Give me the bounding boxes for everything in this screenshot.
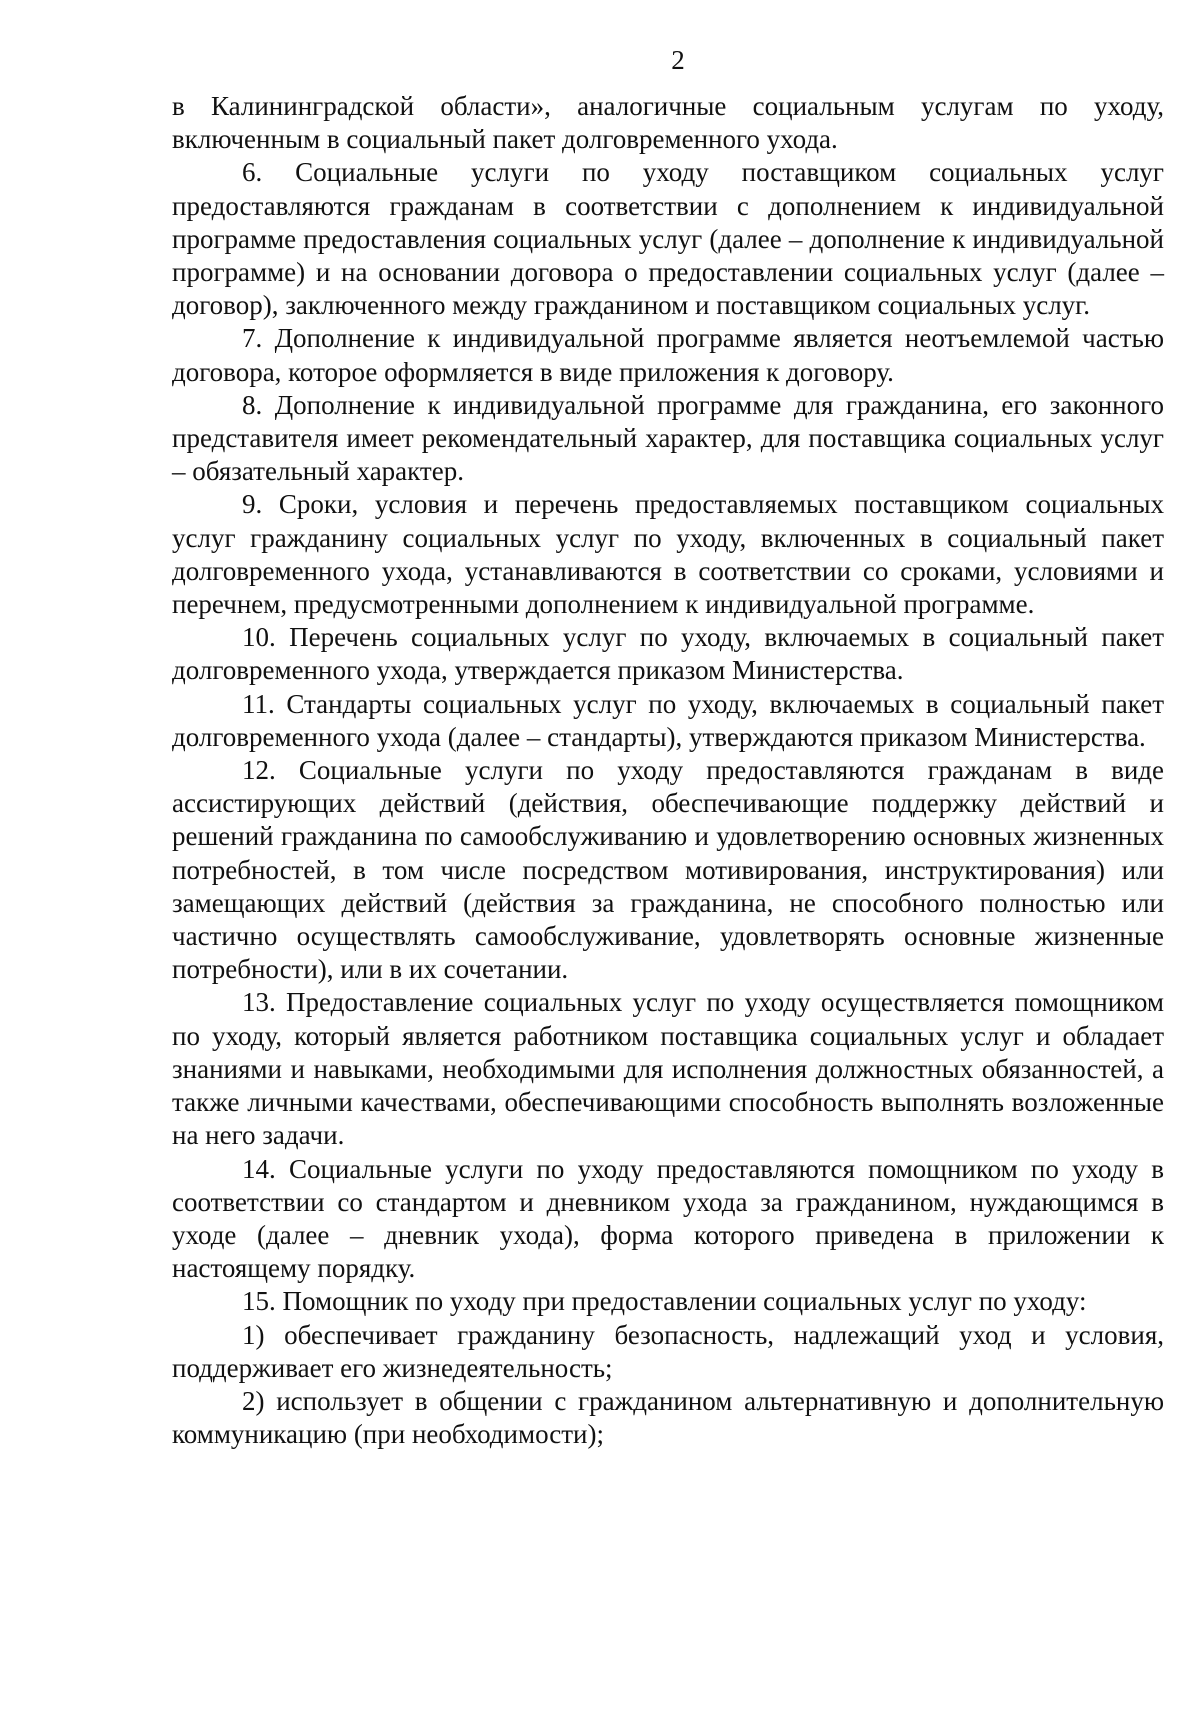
paragraph-9: 9. Сроки, условия и перечень предоставляемых поставщиком социальных услуг гражданину социальных услуг по уходу, включенных в социальный пакет долговременного ухода, устанавливаются в соответствии со сроками, условиями и перечнем, предусмотренными дополнением к индивидуальной программе. (172, 489, 1164, 620)
page-number: 2 (671, 45, 685, 75)
paragraph-15: 15. Помощник по уходу при предоставлении социальных услуг по уходу: (242, 1286, 1087, 1317)
paragraph-13: 13. Предоставление социальных услуг по уходу осуществляется помощником по уходу, который является работником поставщика социальных услуг и обладает знаниями и навыками, необходимыми для исполнения должностных обязанностей, а также личными качествами, обеспечивающими способность выполнять возложенные на него задачи. (172, 987, 1164, 1151)
paragraph-12: 12. Социальные услуги по уходу предоставляются гражданам в виде ассистирующих действий (действия, обеспечивающие поддержку действий и решений гражданина по самообслуживанию и удовлетворению основных жизненных потребностей, в том числе посредством мотивирования, инструктирования) или замещающих действий (действия за гражданина, не способного полностью или частично осуществлять самообслуживание, удовлетворять основные жизненные потребности), или в их сочетании. (172, 755, 1164, 985)
paragraph-6: 6. Социальные услуги по уходу поставщиком социальных услуг предоставляются гражданам в соответствии с дополнением к индивидуальной программе предоставления социальных услуг (далее – дополнение к индивидуальной программе) и на основании договора о предоставлении социальных услуг (далее – договор), заключенного между гражданином и поставщиком социальных услуг. (172, 157, 1164, 321)
paragraph-continuation: в Калининградской области», аналогичные социальным услугам по уходу, включенным в социальный пакет долговременного ухода. (172, 91, 1164, 155)
list-item-2: 2) использует в общении с гражданином альтернативную и дополнительную коммуникацию (при необходимости); (172, 1385, 1164, 1450)
paragraph-7: 7. Дополнение к индивидуальной программе является неотъемлемой частью договора, которое оформляется в виде приложения к договору. (172, 323, 1164, 387)
paragraph-14: 14. Социальные услуги по уходу предоставляются помощником по уходу в соответствии со стандартом и дневником ухода за гражданином, нуждающимся в уходе (далее – дневник ухода), форма которого приведена в приложении к настоящему порядку. (172, 1153, 1164, 1284)
paragraph-10: 10. Перечень социальных услуг по уходу, включаемых в социальный пакет долговременного ухода, утверждается приказом Министерства. (172, 622, 1164, 686)
paragraph-8: 8. Дополнение к индивидуальной программе для гражданина, его законного представителя имеет рекомендательный характер, для поставщика социальных услуг – обязательный характер. (172, 389, 1164, 487)
paragraph-11: 11. Стандарты социальных услуг по уходу, включаемых в социальный пакет долговременного ухода (далее – стандарты), утверждаются приказом Министерства. (172, 688, 1164, 752)
list-item-1: 1) обеспечивает гражданину безопасность, надлежащий уход и условия, поддерживает его жизнедеятельность; (172, 1319, 1164, 1383)
document-page (172, 40, 1164, 1451)
